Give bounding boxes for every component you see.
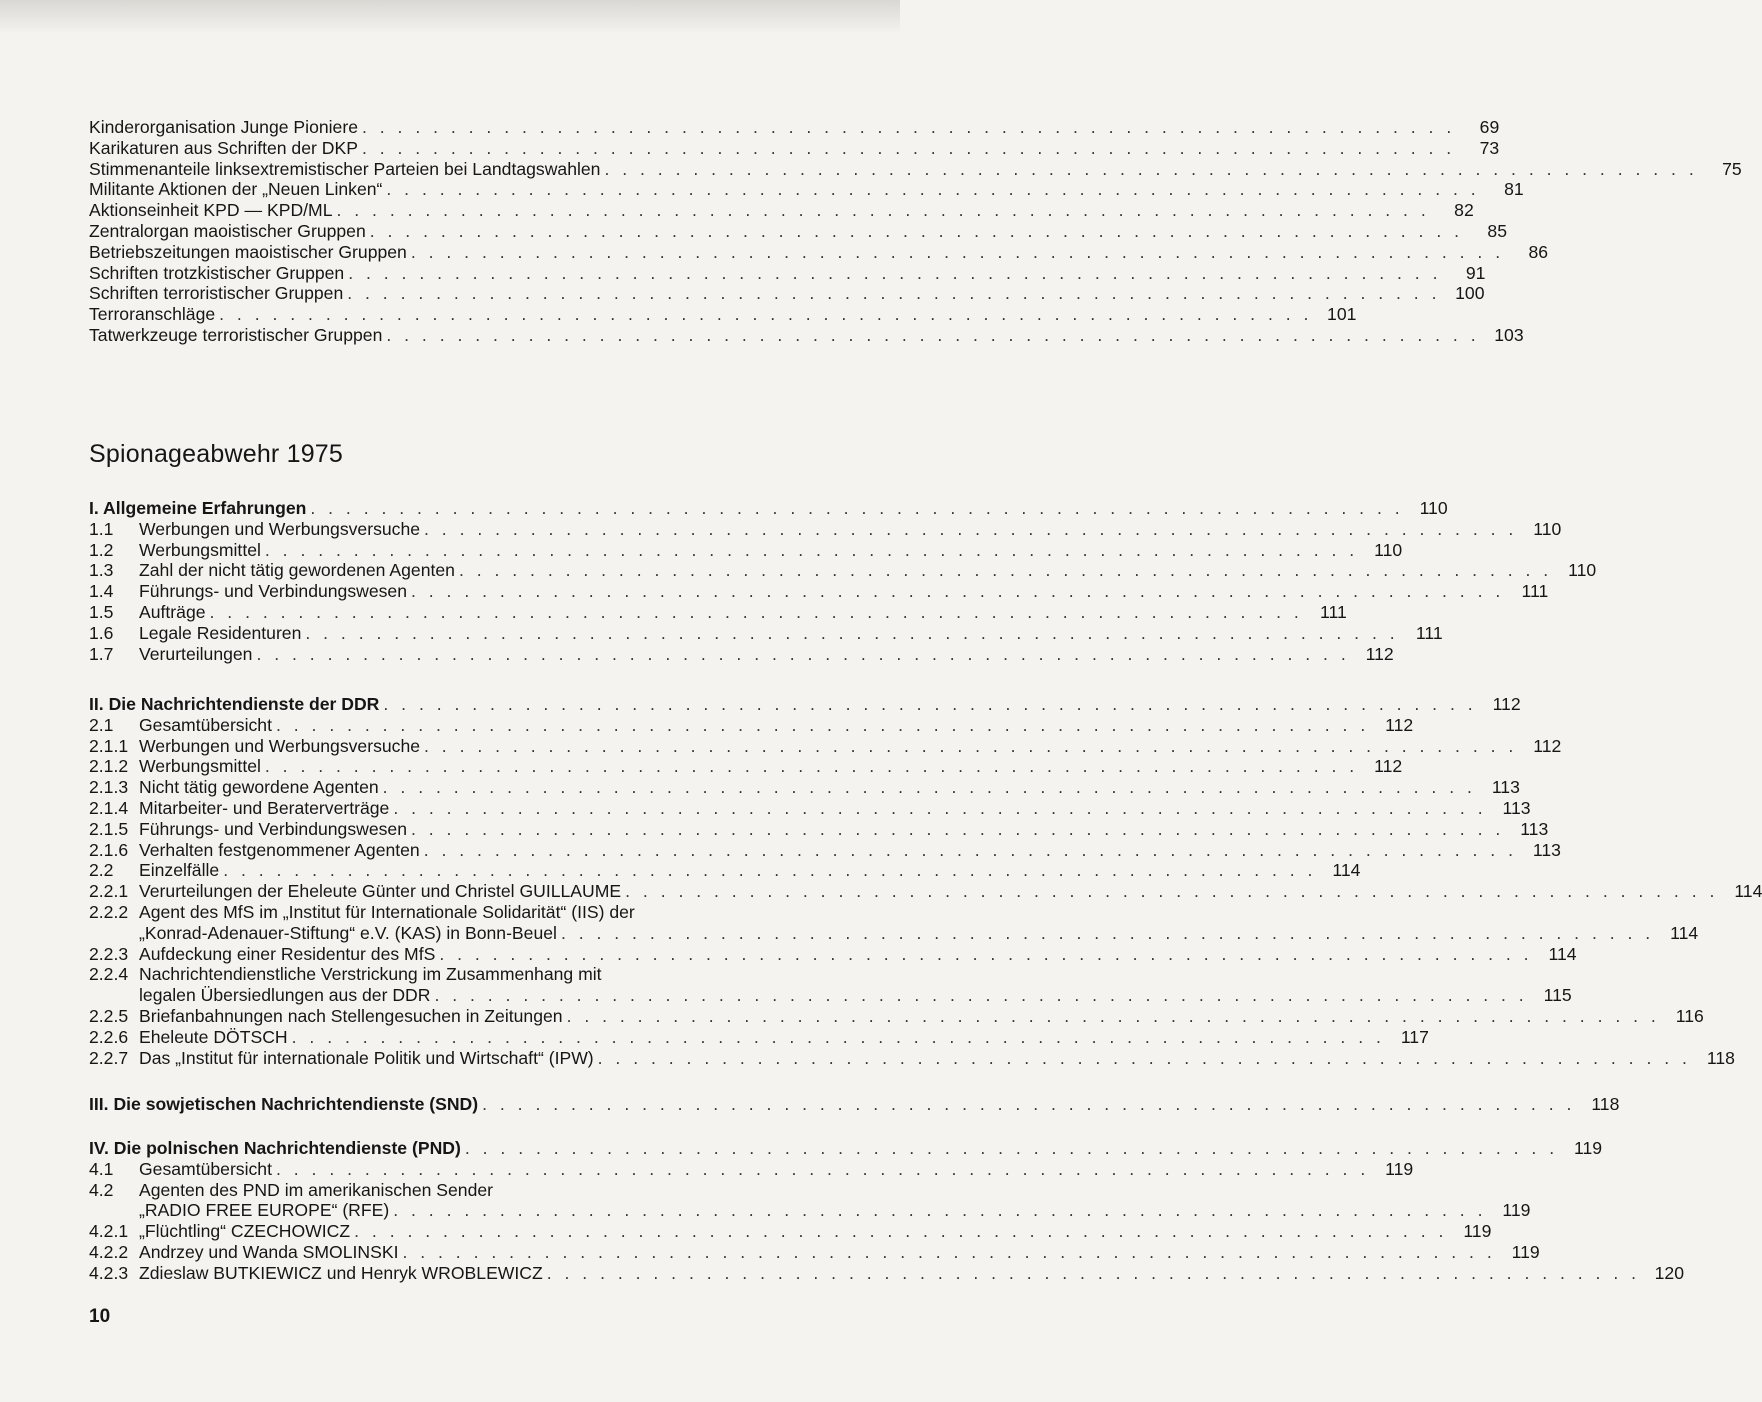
leader-dots (288, 1027, 1385, 1048)
leader-dots (382, 179, 1479, 200)
entry-page: 114 (1548, 943, 1577, 964)
leader-dots (261, 756, 1358, 777)
entry-number: 1.7 (89, 643, 114, 664)
entry-number: 2.1.2 (89, 756, 129, 777)
item-page: 69 (1479, 117, 1500, 137)
toc-entry[interactable] (89, 902, 796, 923)
toc-entry-continuation[interactable] (89, 922, 1699, 944)
entry-page: 119 (1463, 1221, 1492, 1242)
toc-entry[interactable] (89, 756, 1403, 777)
entry-title-continued: „Konrad-Adenauer-Stiftung“ e.V. (KAS) in Bonn-Beuel (139, 922, 557, 943)
leader-dots (407, 819, 1504, 840)
entry-number: 4.1 (89, 1158, 114, 1179)
list-item[interactable] (89, 241, 1549, 263)
toc-entry[interactable] (89, 1221, 1492, 1242)
leader-dots (420, 840, 1517, 861)
entry-title: Agenten des PND im amerikanischen Sender (139, 1179, 494, 1200)
toc-entry[interactable] (89, 1158, 1414, 1180)
item-page: 86 (1528, 241, 1549, 262)
illustration-list (89, 117, 1742, 346)
entry-number: 2.2.7 (89, 1047, 129, 1068)
toc-section-4 (89, 1138, 1684, 1284)
leader-dots (461, 1138, 1558, 1159)
entry-title: Andrzey und Wanda SMOLINSKI (139, 1241, 399, 1262)
list-item[interactable] (89, 283, 1485, 304)
entry-title: Führungs- und Verbindungswesen (139, 818, 407, 839)
toc-entry[interactable] (89, 818, 1549, 840)
leader-dots (301, 623, 1398, 644)
entry-title: Das „Institut für internationale Politik und Wirtschaft“ (IPW) (139, 1047, 594, 1068)
entry-title: Legale Residenturen (139, 622, 302, 643)
toc-entry[interactable] (89, 518, 1562, 540)
entry-page: 115 (1543, 985, 1572, 1006)
entry-number: 2.2.3 (89, 943, 129, 964)
list-item[interactable] (89, 137, 1500, 159)
entry-title: Agent des MfS im „Institut für Internationale Solidarität“ (IIS) der (139, 901, 635, 922)
item-title: Terroranschläge (89, 304, 216, 325)
item-page: 91 (1465, 262, 1486, 283)
toc-entry[interactable] (89, 1005, 1704, 1027)
leader-dots (206, 602, 1303, 623)
toc-section-1 (89, 498, 1597, 664)
toc-entry[interactable] (89, 1026, 1429, 1048)
toc-entry-continuation[interactable] (89, 1200, 1531, 1221)
entry-title: Verhalten festgenommener Agenten (139, 839, 420, 860)
entry-number: 4.2.3 (89, 1262, 129, 1283)
entry-title: Eheleute DÖTSCH (139, 1026, 288, 1047)
heading-title: Die sowjetischen Nachrichtendienste (SND) (113, 1094, 479, 1114)
leader-dots (379, 694, 1476, 715)
toc-entry[interactable] (89, 622, 1443, 644)
entry-number: 2.1.4 (89, 797, 129, 818)
entry-page: 118 (1706, 1047, 1735, 1068)
item-page: 101 (1327, 304, 1357, 325)
entry-title: Briefanbahnungen nach Stellengesuchen in Zeitungen (139, 1005, 563, 1026)
leader-dots (563, 1006, 1660, 1027)
item-page: 73 (1479, 137, 1500, 158)
entry-title-continued: legalen Übersiedlungen aus der DDR (139, 985, 431, 1006)
toc-entry[interactable] (89, 943, 1577, 965)
toc-entry[interactable] (89, 601, 1347, 623)
entry-page: 113 (1491, 777, 1520, 798)
heading-roman: III. (89, 1094, 109, 1114)
entry-title: Werbungsmittel (139, 539, 261, 560)
entry-number: 1.2 (89, 539, 114, 560)
heading-page: 118 (1591, 1094, 1620, 1114)
entry-page: 116 (1675, 1005, 1704, 1026)
leader-dots (261, 540, 1358, 561)
toc-entry[interactable] (89, 797, 1531, 819)
entry-number: 2.2 (89, 860, 114, 881)
entry-title-continued: „RADIO FREE EUROPE“ (RFE) (139, 1200, 390, 1221)
list-item[interactable] (89, 117, 1500, 138)
leader-dots (621, 881, 1718, 902)
entry-number: 2.1.1 (89, 735, 129, 756)
leader-dots (600, 159, 1697, 180)
leader-dots (219, 860, 1316, 881)
list-item[interactable] (89, 304, 1357, 325)
leader-dots (344, 263, 1441, 284)
leader-dots (455, 560, 1552, 581)
item-title: Schriften terroristischer Gruppen (89, 283, 344, 304)
entry-page: 114 (1332, 860, 1361, 881)
entry-number: 2.2.1 (89, 881, 129, 902)
leader-dots (389, 798, 1486, 819)
entry-page: 111 (1521, 581, 1549, 602)
entry-page: 113 (1502, 797, 1531, 818)
entry-number: 1.5 (89, 601, 114, 622)
item-title: Militante Aktionen der „Neuen Linken“ (89, 179, 383, 200)
entry-title: Werbungsmittel (139, 756, 261, 777)
entry-title: Aufträge (139, 601, 206, 622)
toc-section-2 (89, 694, 1762, 1068)
entry-page: 112 (1374, 756, 1403, 777)
toc-heading[interactable] (89, 1094, 1620, 1115)
toc-entry[interactable] (89, 581, 1549, 602)
entry-page: 111 (1320, 601, 1347, 622)
entry-page: 119 (1502, 1200, 1531, 1221)
leader-dots (358, 138, 1455, 159)
item-page: 82 (1454, 200, 1474, 221)
leader-dots (557, 923, 1654, 944)
section-title: Spionageabwehr 1975 (89, 440, 344, 468)
leader-dots (398, 1242, 1495, 1263)
toc-entry[interactable] (89, 881, 1762, 902)
entry-page: 120 (1654, 1262, 1684, 1283)
leader-dots (420, 736, 1517, 757)
toc-entry[interactable] (89, 839, 1561, 861)
entry-title: Zdieslaw BUTKIEWICZ und Henryk WROBLEWICZ (139, 1262, 543, 1283)
toc-entry[interactable] (89, 1047, 1735, 1069)
entry-title: Nicht tätig gewordene Agenten (139, 777, 379, 798)
entry-title: Verurteilungen (139, 643, 253, 664)
entry-title: Aufdeckung einer Residentur des MfS (139, 943, 436, 964)
item-title: Aktionseinheit KPD — KPD/ML (89, 200, 333, 221)
entry-number: 2.1.3 (89, 777, 129, 798)
toc-entry[interactable] (89, 860, 1361, 881)
leader-dots (215, 304, 1312, 325)
leader-dots (379, 777, 1476, 798)
leader-dots (478, 1094, 1575, 1115)
leader-dots (332, 200, 1429, 221)
toc-entry[interactable] (89, 964, 796, 985)
leader-dots (430, 985, 1527, 1006)
leader-dots (389, 1200, 1486, 1221)
item-page: 85 (1487, 220, 1507, 241)
heading-title: Die polnischen Nachrichtendienste (PND) (113, 1138, 461, 1158)
toc-entry[interactable] (89, 714, 1414, 736)
entry-number: 1.6 (89, 622, 114, 643)
toc-heading[interactable] (89, 498, 1448, 519)
entry-number: 4.2 (89, 1179, 114, 1200)
entry-number: 4.2.2 (89, 1241, 129, 1262)
entry-title: Gesamtübersicht (139, 714, 272, 735)
entry-page: 117 (1400, 1026, 1429, 1047)
toc-entry[interactable] (89, 1241, 1540, 1263)
leader-dots (420, 519, 1517, 540)
entry-title: Werbungen und Werbungsversuche (139, 735, 421, 756)
entry-title: Zahl der nicht tätig gewordenen Agenten (139, 560, 455, 581)
entry-number: 4.2.1 (89, 1221, 129, 1242)
entry-page: 110 (1374, 539, 1403, 560)
leader-dots (272, 715, 1369, 736)
item-title: Kinderorganisation Junge Pioniere (89, 117, 358, 137)
leader-dots (350, 1221, 1447, 1242)
entry-page: 110 (1533, 518, 1562, 539)
entry-number: 2.1.5 (89, 818, 129, 839)
leader-dots (543, 1263, 1640, 1284)
heading-title: Die Nachrichtendienste der DDR (108, 694, 380, 714)
list-item[interactable] (89, 158, 1742, 180)
item-title: Betriebszeitungen maoistischer Gruppen (89, 241, 407, 262)
heading-roman: I. (89, 498, 99, 518)
entry-number: 1.4 (89, 581, 114, 602)
entry-title: Verurteilungen der Eheleute Günter und Christel GUILLAUME (139, 881, 622, 902)
leader-dots (306, 498, 1403, 519)
leader-dots (358, 117, 1455, 138)
entry-title: Nachrichtendienstliche Verstrickung im Zusammenhang mit (139, 964, 602, 985)
list-item[interactable] (89, 179, 1524, 200)
leader-dots (594, 1048, 1691, 1069)
list-item[interactable] (89, 200, 1474, 221)
item-page: 81 (1504, 179, 1524, 200)
entry-page: 119 (1511, 1241, 1540, 1262)
leader-dots (407, 581, 1504, 602)
entry-title: Gesamtübersicht (139, 1158, 272, 1179)
toc-section-3 (89, 1094, 1620, 1115)
toc-entry[interactable] (89, 643, 1394, 665)
toc-heading[interactable] (89, 1138, 1603, 1159)
entry-title: Führungs- und Verbindungswesen (139, 581, 407, 602)
page-number: 10 (89, 1306, 111, 1327)
entry-number: 2.2.4 (89, 964, 129, 985)
toc-entry[interactable] (89, 539, 1403, 561)
heading-page: 112 (1492, 694, 1521, 714)
entry-title: Mitarbeiter- und Beraterverträge (139, 797, 390, 818)
item-title: Tatwerkzeuge terroristischer Gruppen (89, 324, 383, 345)
entry-title: „Flüchtling“ CZECHOWICZ (139, 1221, 351, 1242)
leader-dots (366, 221, 1463, 242)
entry-number: 1.3 (89, 560, 114, 581)
entry-page: 112 (1533, 735, 1562, 756)
toc-entry[interactable] (89, 560, 1597, 581)
entry-page: 111 (1415, 622, 1443, 643)
entry-page: 113 (1520, 818, 1549, 839)
item-page: 100 (1455, 283, 1485, 304)
leader-dots (435, 944, 1532, 965)
entry-number: 2.1 (89, 714, 114, 735)
scan-shadow (0, 0, 900, 34)
entry-page: 113 (1532, 839, 1561, 860)
heading-title: Allgemeine Erfahrungen (103, 498, 307, 518)
entry-number: 1.1 (89, 518, 114, 539)
heading-roman: II. (89, 694, 104, 714)
entry-page: 114 (1734, 881, 1762, 902)
item-title: Schriften trotzkistischer Gruppen (89, 262, 345, 283)
toc-entry-continuation[interactable] (89, 985, 1572, 1006)
item-title: Karikaturen aus Schriften der DKP (89, 137, 358, 158)
list-item[interactable] (89, 324, 1524, 346)
leader-dots (252, 644, 1349, 665)
item-title: Stimmenanteile linksextremistischer Parteien bei Landtagswahlen (89, 158, 601, 179)
heading-page: 119 (1574, 1138, 1603, 1158)
entry-page: 110 (1568, 560, 1597, 581)
entry-title: Werbungen und Werbungsversuche (139, 518, 421, 539)
list-item[interactable] (89, 220, 1507, 242)
list-item[interactable] (89, 262, 1486, 284)
entry-page: 112 (1385, 714, 1414, 735)
entry-page: 112 (1365, 643, 1394, 664)
toc-heading[interactable] (89, 694, 1521, 715)
toc-entry[interactable] (89, 1180, 796, 1201)
entry-number: 2.1.6 (89, 839, 129, 860)
entry-number: 2.2.5 (89, 1005, 129, 1026)
leader-dots (272, 1159, 1369, 1180)
entry-title: Einzelfälle (139, 860, 220, 881)
leader-dots (407, 242, 1504, 263)
entry-number: 2.2.2 (89, 901, 129, 922)
item-title: Zentralorgan maoistischer Gruppen (89, 220, 366, 241)
entry-page: 119 (1385, 1158, 1414, 1179)
entry-number: 2.2.6 (89, 1026, 129, 1047)
leader-dots (382, 325, 1479, 346)
entry-page: 114 (1670, 922, 1699, 943)
toc-entry[interactable] (89, 735, 1562, 757)
heading-roman: IV. (89, 1138, 109, 1158)
toc-entry[interactable] (89, 1262, 1684, 1284)
leader-dots (343, 283, 1440, 304)
heading-page: 110 (1419, 498, 1448, 518)
item-page: 75 (1722, 158, 1742, 179)
item-page: 103 (1494, 324, 1524, 345)
toc-entry[interactable] (89, 777, 1520, 798)
